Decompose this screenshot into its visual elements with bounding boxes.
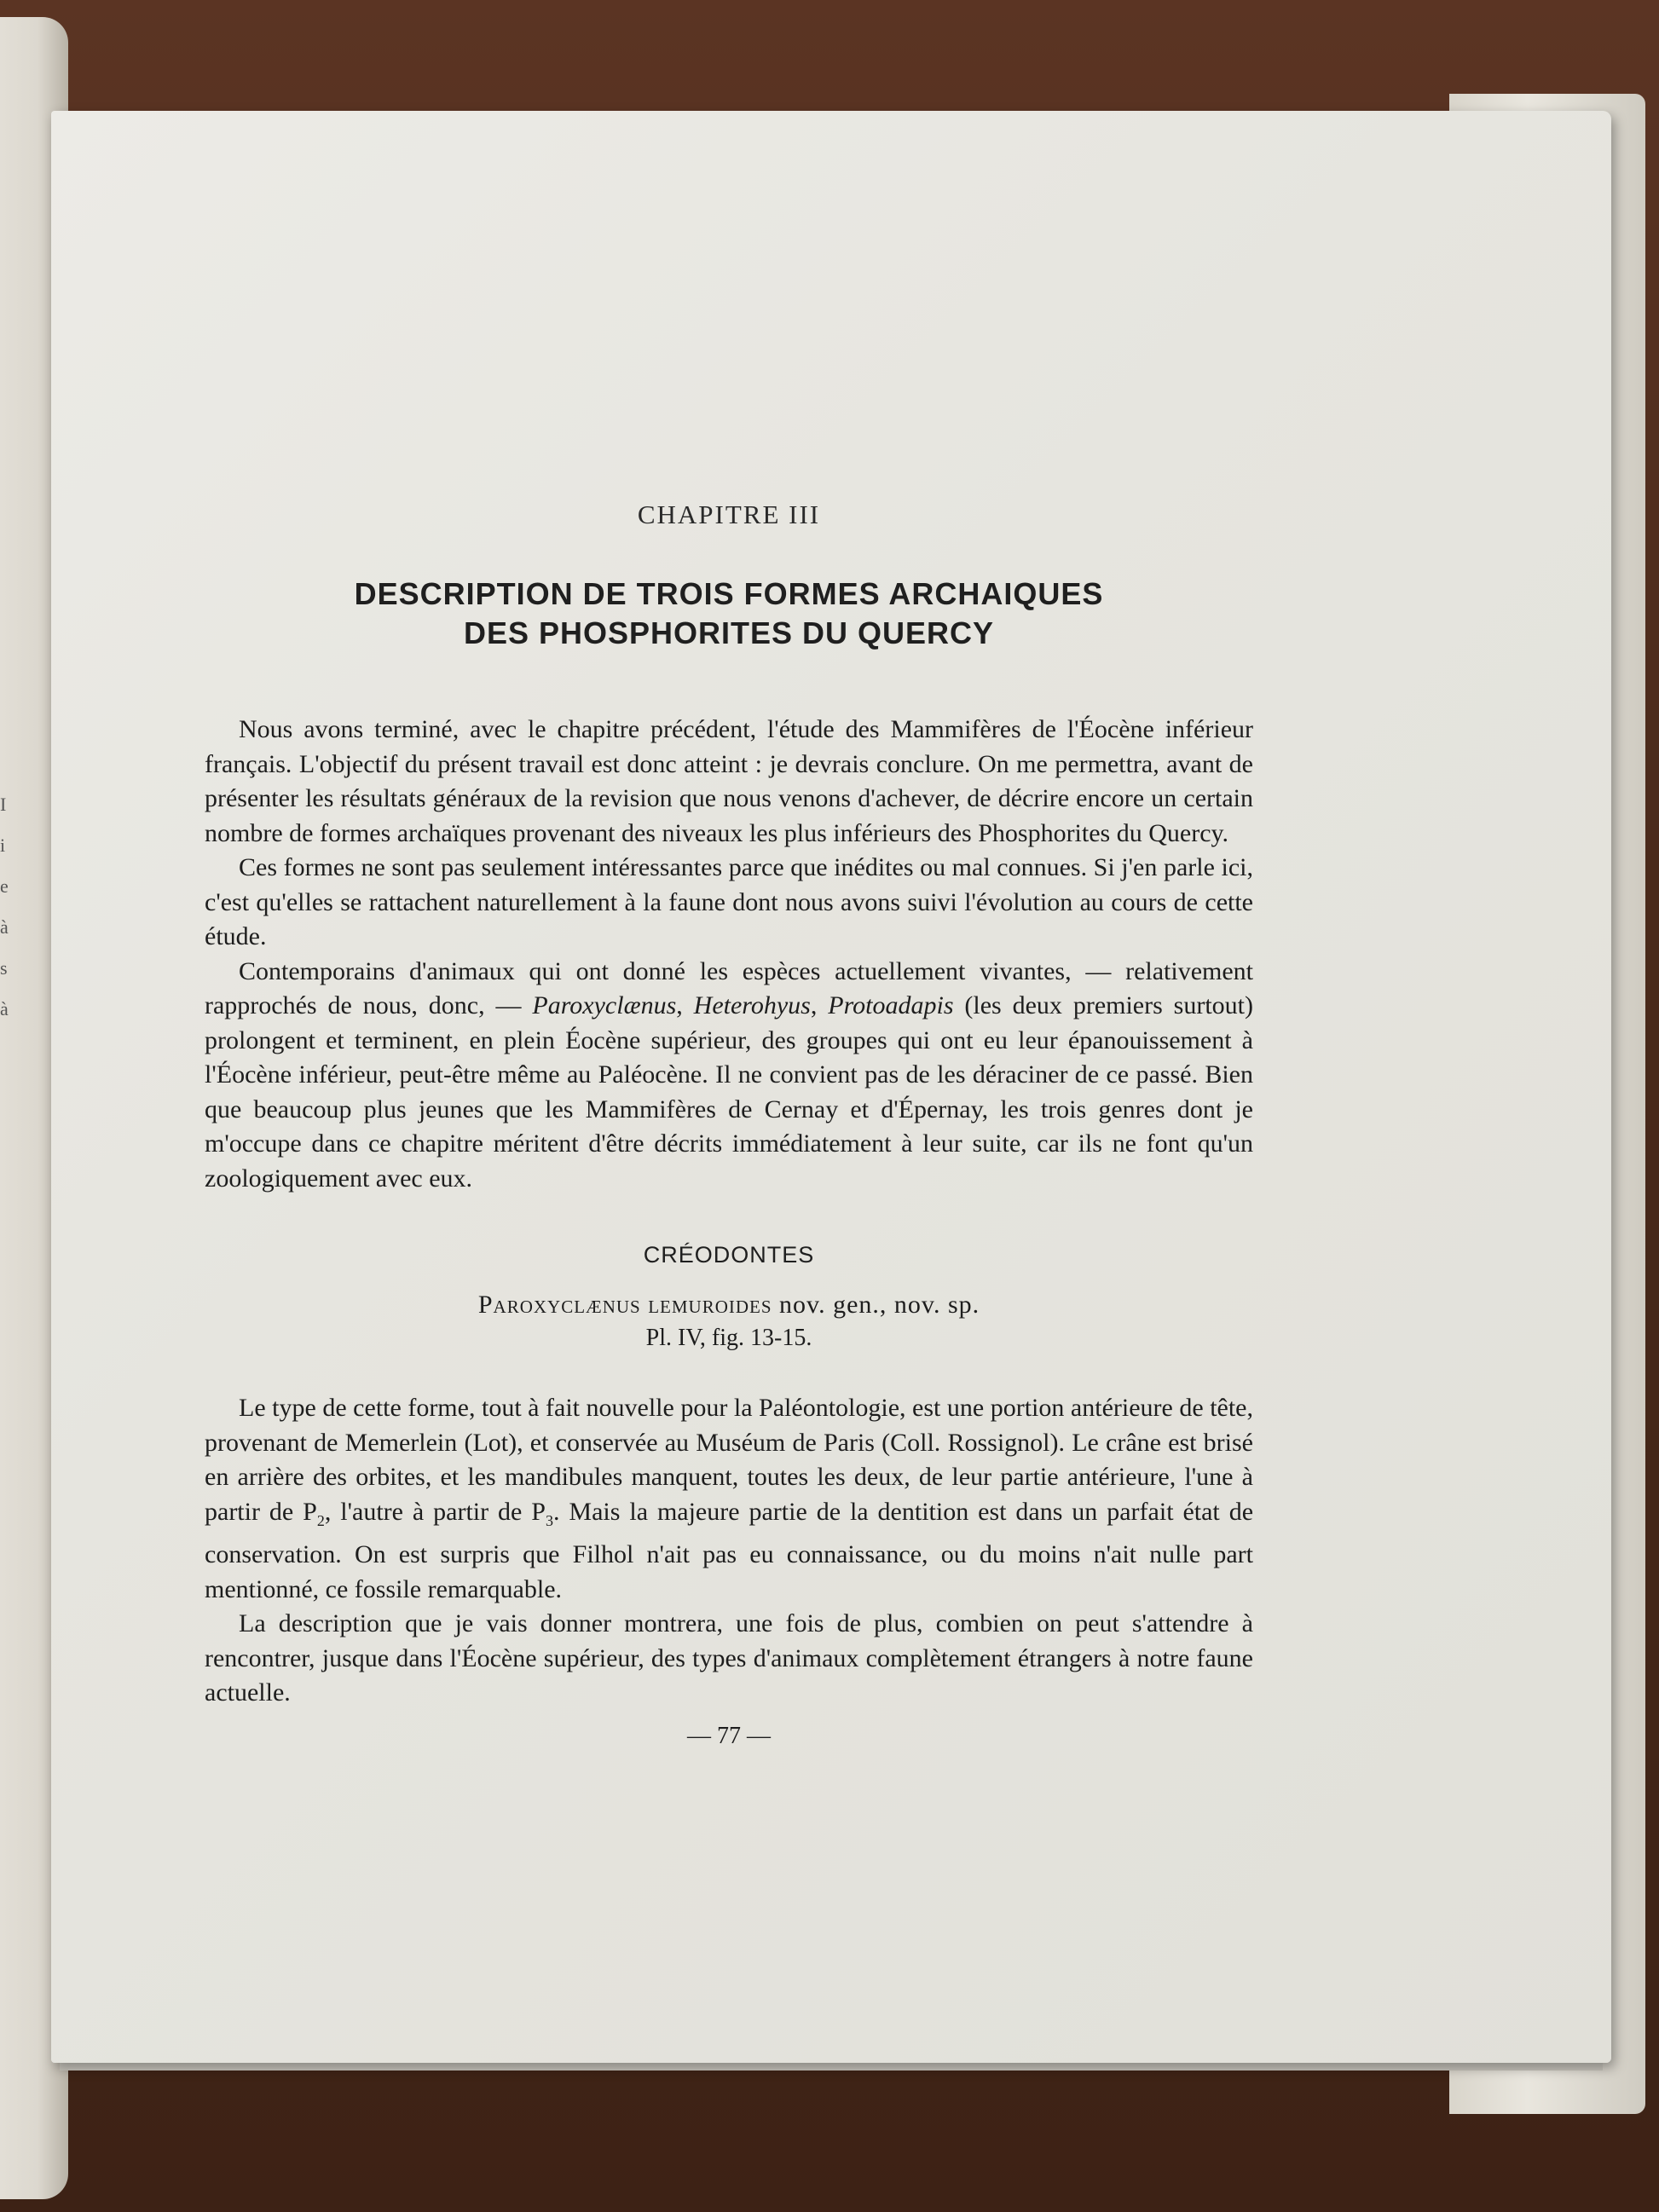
chapter-heading: CHAPITRE III bbox=[637, 500, 821, 529]
margin-letter: à bbox=[0, 916, 9, 938]
paragraph bbox=[205, 955, 1253, 1197]
margin-letter: e bbox=[0, 875, 9, 897]
page-number: — 77 — bbox=[687, 1722, 771, 1749]
paragraph-text: , l'autre à partir de P bbox=[324, 1497, 546, 1526]
separator: , bbox=[810, 991, 829, 1019]
margin-letter: I bbox=[0, 794, 7, 815]
chapter-title bbox=[205, 575, 1253, 653]
species-status: nov. gen., nov. sp. bbox=[779, 1291, 980, 1319]
section-heading: CRÉODONTES bbox=[643, 1242, 815, 1268]
plate-reference: Pl. IV, fig. 13-15. bbox=[645, 1325, 812, 1351]
paragraph bbox=[205, 1391, 1253, 1607]
paragraph-text: Le type de cette forme, tout à fait nouvelle pour la Paléontologie, est une portion antérieure de tête, provenant de Memerlein (Lot), et conservée au Muséum de Paris (Coll. Rossignol). Le crâne est brisé en arrière des orbites, et les mandibules manquent, toutes les deux, de leur partie antérieure, l'une à partir de P bbox=[205, 1394, 1253, 1526]
genus-name: Heterohyus bbox=[693, 991, 811, 1019]
genus-name: Paroxyclænus bbox=[532, 991, 677, 1019]
tooth-subscript: 2 bbox=[316, 1511, 325, 1529]
margin-letter: i bbox=[0, 835, 6, 856]
chapter-title-line-2: DES PHOSPHORITES DU QUERCY bbox=[463, 615, 995, 650]
paragraph-text: Contemporains d'animaux qui ont donné les espèces actuellement vivantes, — relativement rapprochés de nous, donc, — bbox=[205, 956, 1253, 1019]
description-text bbox=[205, 1391, 1253, 1711]
chapter-title-line-1: DESCRIPTION DE TROIS FORMES ARCHAIQUES bbox=[354, 576, 1104, 611]
intro-text bbox=[205, 713, 1253, 1196]
paragraph: Nous avons terminé, avec le chapitre précédent, l'étude des Mammifères de l'Éocène inférieur français. L'objectif du présent travail est donc atteint : je devrais conclure. On me permettra, avant de présenter les résultats généraux de la revision que nous venons d'achever, de décrire encore un certain nombre de formes archaïques provenant des niveaux les plus inférieurs des Phosphorites du Quercy. bbox=[205, 715, 1253, 847]
margin-letter: à bbox=[0, 998, 9, 1019]
paragraph-text: (les deux premiers surtout) prolongent et terminent, en plein Éocène supérieur, des groupes qui ont eu leur épanouissement à l'Éocène inférieur, peut-être même au Paléocène. Il ne convient pas de les déraciner de ce passé. Bien que beaucoup plus jeunes que les Mammifères de Cernay et d'Épernay, les trois genres dont je m'occupe dans ce chapitre méritent d'être décrits immédiatement à leur suite, car ils ne font qu'un zoologiquement avec eux. bbox=[205, 991, 1254, 1193]
margin-letter: s bbox=[0, 957, 8, 979]
species-heading bbox=[205, 1291, 1253, 1320]
separator: , bbox=[676, 991, 694, 1019]
paragraph-text: . Mais la majeure partie de la dentition est dans un parfait état de conservation. On est surpris que Filhol n'ait pas eu connaissance, ou du moins n'ait nulle part mentionné, ce fossile remarquable. bbox=[205, 1497, 1254, 1603]
paragraph: La description que je vais donner montrera, une fois de plus, combien on peut s'attendre à rencontrer, jusque dans l'Éocène supérieur, des types d'animaux complètement étrangers à notre faune actuelle. bbox=[205, 1609, 1253, 1707]
page-content bbox=[205, 477, 1253, 1750]
tooth-subscript: 3 bbox=[546, 1511, 553, 1529]
species-name: Paroxyclænus lemuroides bbox=[477, 1291, 772, 1319]
genus-name: Protoadapis bbox=[828, 991, 954, 1019]
paragraph: Ces formes ne sont pas seulement intéressantes parce que inédites ou mal connues. Si j'en parle ici, c'est qu'elles se rattachent naturellement à la faune dont nous avons suivi l'évolution au cours de cette étude. bbox=[205, 853, 1253, 950]
facing-page-margin-text bbox=[0, 784, 26, 1030]
